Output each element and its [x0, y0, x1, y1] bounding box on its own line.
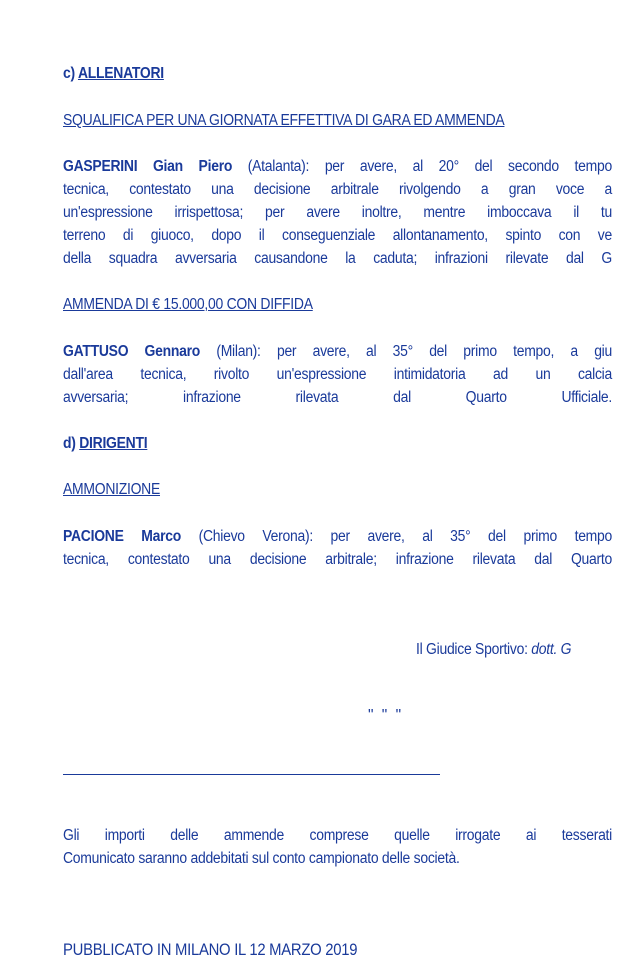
- person-name: GATTUSO Gennaro: [63, 343, 201, 360]
- signature-name: dott. G: [531, 641, 572, 658]
- section-letter: c): [63, 65, 75, 82]
- person-name: GASPERINI Gian Piero: [63, 158, 233, 175]
- separator-quotes: " " ": [368, 707, 404, 724]
- judge-signature: [416, 641, 571, 659]
- paragraph-line: della squadra avversaria causandone la caduta; infrazioni rilevate dal G: [63, 250, 612, 267]
- section-heading-dirigenti: [63, 434, 147, 454]
- paragraph-line: avversaria; infrazione rilevata dal Quarto Ufficiale.: [63, 389, 612, 406]
- sanction-heading: AMMENDA DI € 15.000,00 CON DIFFIDA: [63, 296, 313, 313]
- section-title: ALLENATORI: [77, 65, 164, 82]
- paragraph-line: tecnica, contestato una decisione arbitrale; infrazione rilevata dal Quarto: [63, 551, 612, 568]
- publication-date: PUBBLICATO IN MILANO IL 12 MARZO 2019: [63, 941, 358, 959]
- paragraph-line: terreno di giuoco, dopo il conseguenziale allontanamento, spinto con ve: [63, 227, 612, 244]
- person-name: PACIONE Marco: [63, 528, 181, 545]
- paragraph-line: un'espressione irrispettosa; per avere inoltre, mentre imboccava il tu: [63, 204, 612, 221]
- paragraph-line: Comunicato saranno addebitati sul conto campionato delle società.: [63, 850, 460, 867]
- paragraph-line: GATTUSO Gennaro (Milan): per avere, al 35° del primo tempo, a giu: [63, 343, 612, 360]
- section-heading-allenatori: [63, 64, 164, 84]
- paragraph-line: Gli importi delle ammende comprese quelle irrogate ai tesserati: [63, 827, 612, 844]
- paragraph-line: PACIONE Marco (Chievo Verona): per avere, al 35° del primo tempo: [63, 528, 613, 545]
- paragraph-line: GASPERINI Gian Piero (Atalanta): per avere, al 20° del secondo tempo: [63, 158, 612, 175]
- section-letter: d): [63, 435, 76, 452]
- section-title: DIRIGENTI: [79, 435, 148, 452]
- paragraph-line: tecnica, contestato una decisione arbitrale rivolgendo a gran voce a: [63, 181, 612, 198]
- sanction-heading: AMMONIZIONE: [63, 481, 161, 498]
- paragraph-line: dall'area tecnica, rivolto un'espressione intimidatoria ad un calcia: [63, 366, 612, 383]
- footnote-divider: [63, 774, 440, 775]
- sanction-heading: SQUALIFICA PER UNA GIORNATA EFFETTIVA DI GARA ED AMMENDA: [63, 112, 505, 129]
- signature-label: Il Giudice Sportivo:: [416, 641, 532, 658]
